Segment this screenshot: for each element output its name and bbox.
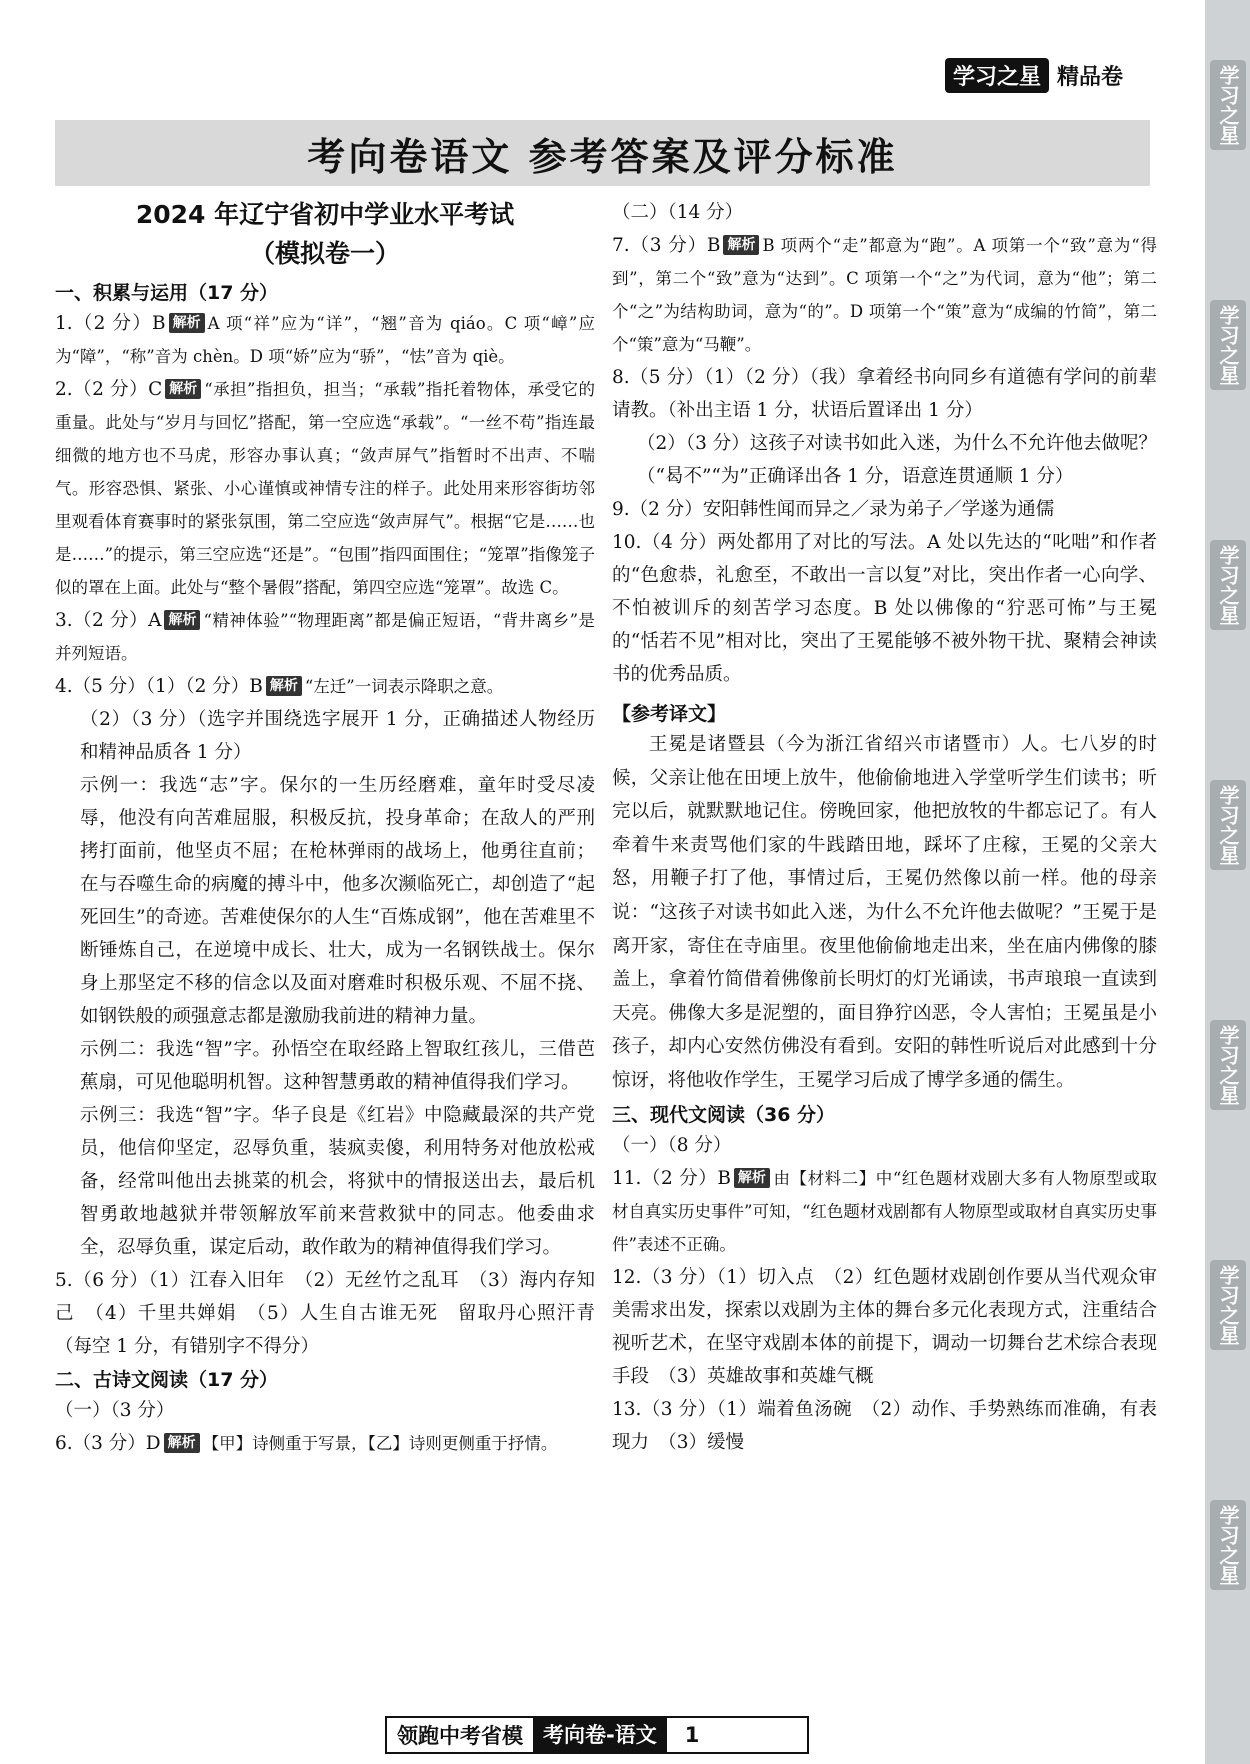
answer-item (55, 703, 595, 769)
answer-item (55, 1264, 595, 1363)
answer-item (612, 526, 1157, 691)
answer-item (55, 670, 595, 703)
analysis-tag: 解析 (266, 676, 302, 696)
analysis-text: 由【材料二】中“红色题材戏剧大多有人物原型或取材自真实历史事件”可知，“红色题材戏剧都有人物原型或取材自真实历史事件”表述不正确。 (612, 1168, 1157, 1254)
footer (385, 1716, 809, 1754)
answer-item (55, 373, 595, 604)
section-heading (55, 1365, 595, 1392)
answer-item (612, 361, 1157, 427)
answer-text: （2）（3 分）这孩子对读书如此入迷，为什么不允许他去做呢？（“曷不”“为”正确译出各 1 分，语意连贯通顺 1 分） (637, 433, 1157, 487)
exam-title: 2024 年辽宁省初中学业水平考试 (135, 200, 515, 229)
answer-item (612, 1162, 1157, 1261)
strip-watermark: 学习之星 (1210, 300, 1246, 390)
answer-text: 13.（3 分）（1）端着鱼汤碗 （2）动作、手势熟练而准确，有表现力 （3）缓慢 (612, 1398, 1157, 1453)
answer-text: （2）（3 分）（选字并围绕选字展开 1 分，正确描述人物经历和精神品质各 1 分） (80, 709, 595, 763)
answer-text: 二、古诗文阅读（17 分） (55, 1369, 279, 1391)
footer-volume: 考向卷-语文 (533, 1718, 667, 1752)
answer-item (55, 1427, 595, 1460)
analysis-tag: 解析 (164, 1433, 200, 1453)
answer-text: （一）（3 分） (55, 1400, 175, 1421)
section-heading (55, 278, 595, 305)
answer-text: 王冕是诸暨县（今为浙江省绍兴市诸暨市）人。七八岁的时候，父亲让他在田埂上放牛，他偷偷地进入学堂听学生们读书；听完以后，就默默地记住。傍晚回家，他把放牧的牛都忘记了。有人牵着牛来责骂他们家的牛践踏田地，踩坏了庄稼，王冕的父亲大怒，用鞭子打了他，事情过后，王冕仍然像以前一样。他的母亲说：“这孩子对读书如此入迷，为什么不允许他去做呢？”王冕于是离开家，寄住在寺庙里。夜里他偷偷地走出来，坐在庙内佛像的膝盖上，拿着竹简借着佛像前长明灯的灯光诵读，书声琅琅一直读到天亮。佛像大多是泥塑的，面目狰狞凶恶，令人害怕；王冕虽是小孩子，却内心安然仿佛没有看到。安阳的韩性听说后对此感到十分惊讶，将他收作学生，王冕学习后成了博学多通的儒生。 (612, 734, 1157, 1091)
strip-watermark: 学习之星 (1210, 1260, 1246, 1350)
answer-item (612, 196, 1157, 229)
answer-item (612, 728, 1157, 1098)
answer-item (612, 493, 1157, 526)
section-heading (612, 1100, 1157, 1127)
analysis-text: B 项两个“走”都意为“跑”。A 项第一个“致”意为“得到”，第二个“致”意为“达到”。C 项第一个“之”为代词，意为“他”；第二个“之”为结构助词，意为“的”。D 项第一个“策”意为“成编的竹简”，第二个“策”意为“马鞭”。 (612, 236, 1157, 354)
analysis-text: “左迁”一词表示降职之意。 (304, 677, 504, 696)
answer-text: 5.（6 分）（1）江春入旧年 （2）无丝竹之乱耳 （3）海内存知己 （4）千里共婵娟 （5）人生自古谁无死 留取丹心照汗青（每空 1 分，有错别字不得分） (55, 1270, 595, 1357)
answer-item (55, 1099, 595, 1264)
analysis-tag: 解析 (169, 313, 205, 333)
answer-text: 一、积累与运用（17 分） (55, 282, 279, 304)
answer-item (612, 1129, 1157, 1162)
analysis-text: A 项“祥”应为“详”，“翘”音为 qiáo。C 项“嶂”应为“障”，“称”音为 chèn。D 项“娇”应为“骄”，“怯”音为 qiè。 (55, 314, 595, 366)
answer-text: 7.（3 分）B (612, 235, 721, 256)
answer-text: 8.（5 分）（1）（2 分）（我）拿着经书向同乡有道德有学问的前辈请教。（补出主语 1 分，状语后置译出 1 分） (612, 367, 1157, 421)
answer-item (55, 1394, 595, 1427)
answer-text: 9.（2 分）安阳韩性闻而异之／录为弟子／学遂为通儒 (612, 499, 1055, 520)
answer-text: 10.（4 分）两处都用了对比的写法。A 处以先达的“叱咄”和作者的“色愈恭，礼愈至，不敢出一言以复”对比，突出作者一心向学、不怕被训斥的刻苦学习态度。B 处以佛像的“狞恶可怖”与王冕的“恬若不见”相对比，突出了王冕能够不被外物干扰、聚精会神读书的优秀品质。 (612, 532, 1157, 685)
answer-text: （二）（14 分） (612, 202, 744, 223)
answer-text: 示例二：我选“智”字。孙悟空在取经路上智取红孩儿，三借芭蕉扇，可见他聪明机智。这种智慧勇敢的精神值得我们学习。 (80, 1039, 595, 1093)
answer-text: 11.（2 分）B (612, 1167, 731, 1189)
answer-text: 3.（2 分）A (55, 610, 162, 631)
strip-watermark: 学习之星 (1210, 60, 1246, 150)
answer-item (612, 427, 1157, 493)
brand (945, 58, 1123, 93)
answer-text: 示例三：我选“智”字。华子良是《红岩》中隐藏最深的共产党员，他信仰坚定，忍辱负重，装疯卖傻，利用特务对他放松戒备，经常叫他出去挑菜的机会，将狱中的情报送出去，最后机智勇敢地越狱并带领解放军前来营救狱中的同志。他委曲求全，忍辱负重，谋定后动，敢作敢为的精神值得我们学习。 (80, 1105, 595, 1258)
answer-text: （一）（8 分） (612, 1134, 732, 1156)
answer-item (55, 769, 595, 1033)
analysis-text: “精神体验”“物理距离”都是偏正短语，“背井离乡”是并列短语。 (55, 611, 595, 663)
answer-item (612, 1261, 1157, 1393)
left-column (55, 196, 595, 1460)
strip-watermark: 学习之星 (1210, 1500, 1246, 1590)
analysis-tag: 解析 (164, 610, 200, 630)
exam-subtitle: （模拟卷一） (249, 239, 400, 268)
analysis-text: 【甲】诗侧重于写景，【乙】诗则更侧重于抒情。 (202, 1434, 558, 1453)
translation-heading (612, 699, 1157, 726)
answer-text: 12.（3 分）（1）切入点 （2）红色题材戏剧创作要从当代观众审美需求出发，探索以戏剧为主体的舞台多元化表现方式，注重结合视听艺术，在坚守戏剧本体的前提下，调动一切舞台艺术综合表现手段 （3）英雄故事和英雄气概 (612, 1266, 1157, 1387)
analysis-tag: 解析 (734, 1168, 770, 1188)
analysis-tag: 解析 (165, 379, 201, 399)
doc-title: 考向卷语文 参考答案及评分标准 (307, 134, 898, 179)
answer-text: 【参考译文】 (612, 703, 727, 725)
answer-item (612, 229, 1157, 361)
strip-watermark: 学习之星 (1210, 540, 1246, 630)
brand-logo: 学习之星 (945, 58, 1049, 93)
answer-item (55, 604, 595, 670)
answer-item (612, 1393, 1157, 1459)
page-number: 1 (684, 1723, 700, 1747)
answer-text: 4.（5 分）（1）（2 分）B (55, 676, 263, 697)
footer-series: 领跑中考省模 (397, 1724, 523, 1748)
title-band (55, 120, 1150, 186)
answer-text: 示例一：我选“志”字。保尔的一生历经磨难，童年时受尽凌辱，他没有向苦难屈服，积极反抗，投身革命；在敌人的严刑拷打面前，他坚贞不屈；在枪林弹雨的战场上，他勇往直前；在与吞噬生命的病魔的搏斗中，他多次濒临死亡，却创造了“起死回生”的奇迹。苦难使保尔的人生“百炼成钢”，他在苦难里不断锤炼自己，在逆境中成长、壮大，成为一名钢铁战士。保尔身上那坚定不移的信念以及面对磨难时积极乐观、不屈不挠、如钢铁般的顽强意志都是激励我前进的精神力量。 (80, 775, 595, 1027)
answer-text: 6.（3 分）D (55, 1433, 161, 1454)
answer-item (55, 1033, 595, 1099)
analysis-text: “承担”指担负，担当；“承载”指托着物体，承受它的重量。此处与“岁月与回忆”搭配，第一空应选“承载”。“一丝不苟”指连最细微的地方也不马虎，形容办事认真；“敛声屏气”指暂时不出声、不喘气。形容恐惧、紧张、小心谨慎或神情专注的样子。此处用来形容街坊邻里观看体育赛事时的紧张氛围，第二空应选“敛声屏气”。根据“它是……也是……”的提示，第三空应选“还是”。“包围”指四面围住；“笼罩”指像笼子似的罩在上面。此处与“整个暑假”搭配，第四空应选“笼罩”。故选 C。 (55, 380, 595, 597)
strip-watermark: 学习之星 (1210, 780, 1246, 870)
strip-watermark: 学习之星 (1210, 1020, 1246, 1110)
answer-text: 三、现代文阅读（36 分） (612, 1103, 836, 1126)
answer-text: 2.（2 分）C (55, 379, 163, 400)
answer-item (55, 307, 595, 373)
right-column (612, 196, 1157, 1459)
brand-label: 精品卷 (1057, 65, 1124, 90)
answer-text: 1.（2 分）B (55, 313, 166, 334)
analysis-tag: 解析 (723, 235, 759, 255)
